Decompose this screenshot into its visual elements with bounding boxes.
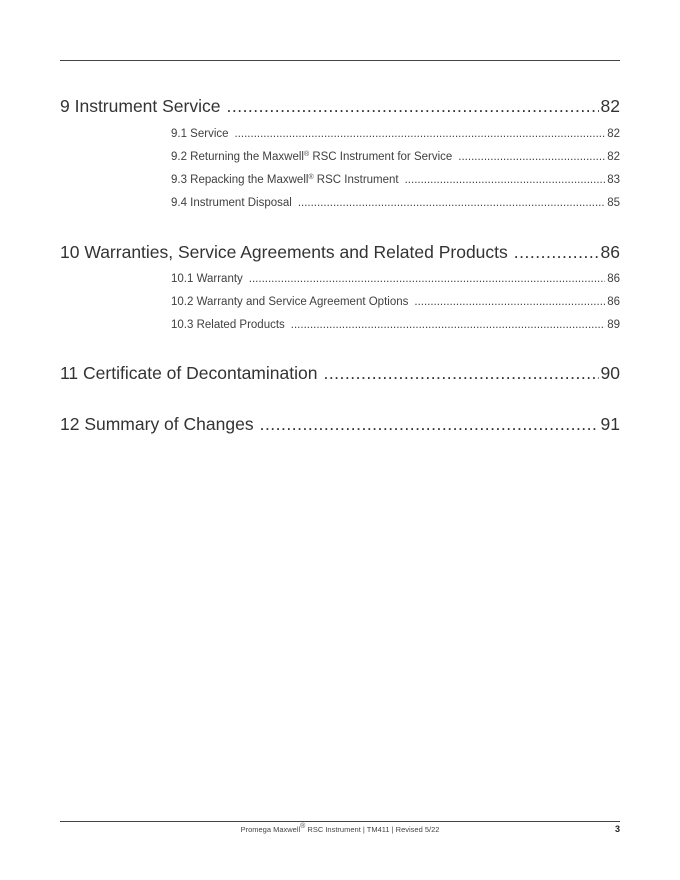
toc-entry-page: 82 — [600, 96, 620, 116]
toc-entry-page: 82 — [607, 128, 620, 140]
toc-section-9 — [60, 94, 620, 215]
toc-entry-warranties[interactable] — [60, 240, 620, 264]
toc-entry-instrument-disposal[interactable] — [171, 192, 620, 215]
toc-entry-page: 91 — [600, 414, 620, 434]
table-of-contents — [60, 94, 620, 436]
toc-entry-page: 86 — [600, 242, 620, 262]
dot-leader — [514, 240, 599, 264]
registered-mark: ® — [300, 823, 306, 830]
toc-entry-title: 9.2 Returning the Maxwell® RSC Instrument for Service — [171, 151, 453, 163]
footer-divider — [60, 821, 620, 822]
page-number: 3 — [614, 824, 620, 834]
toc-entry-warranty[interactable] — [171, 268, 620, 291]
dot-leader — [323, 361, 598, 385]
toc-section-10 — [60, 240, 620, 337]
toc-entry-title: 10 Warranties, Service Agreements and Related Products — [60, 242, 508, 262]
dot-leader — [298, 192, 605, 215]
toc-section-12 — [60, 412, 620, 436]
dot-leader — [249, 268, 605, 291]
dot-leader — [458, 146, 605, 169]
toc-entry-title: 9.3 Repacking the Maxwell® RSC Instrument — [171, 174, 399, 186]
dot-leader — [235, 123, 606, 146]
toc-entry-title: 9.4 Instrument Disposal — [171, 197, 292, 209]
toc-entry-certificate[interactable] — [60, 361, 620, 385]
toc-entry-page: 82 — [607, 151, 620, 163]
header-divider — [60, 60, 620, 61]
toc-entry-service[interactable] — [171, 123, 620, 146]
dot-leader — [414, 291, 605, 314]
toc-entry-title: 9 Instrument Service — [60, 96, 221, 116]
toc-entry-warranty-options[interactable] — [171, 291, 620, 314]
toc-entry-title: 12 Summary of Changes — [60, 414, 254, 434]
dot-leader — [291, 314, 605, 337]
toc-entry-page: 86 — [607, 273, 620, 285]
toc-entry-title: 10.3 Related Products — [171, 319, 285, 331]
toc-section-11 — [60, 361, 620, 385]
dot-leader — [226, 94, 598, 118]
toc-entry-page: 89 — [607, 319, 620, 331]
dot-leader — [405, 169, 606, 192]
registered-mark: ® — [303, 151, 310, 158]
toc-entry-related-products[interactable] — [171, 314, 620, 337]
registered-mark: ® — [308, 174, 314, 181]
toc-entry-page: 90 — [600, 363, 620, 383]
toc-entry-page: 85 — [607, 197, 620, 209]
toc-entry-summary-of-changes[interactable] — [60, 412, 620, 436]
toc-entry-title: 10.2 Warranty and Service Agreement Options — [171, 296, 409, 308]
toc-entry-instrument-service[interactable] — [60, 94, 620, 118]
toc-entry-title: 11 Certificate of Decontamination — [60, 363, 318, 383]
dot-leader — [260, 412, 599, 436]
toc-entry-title: 10.1 Warranty — [171, 273, 243, 285]
footer-document-info: Promega Maxwell® RSC Instrument | TM411 | Revised 5/22 — [240, 823, 440, 834]
toc-entry-title: 9.1 Service — [171, 128, 229, 140]
toc-entry-returning-instrument[interactable] — [171, 146, 620, 169]
toc-entry-page: 86 — [607, 296, 620, 308]
toc-entry-repacking-instrument[interactable] — [171, 169, 620, 192]
toc-entry-page: 83 — [607, 174, 620, 186]
